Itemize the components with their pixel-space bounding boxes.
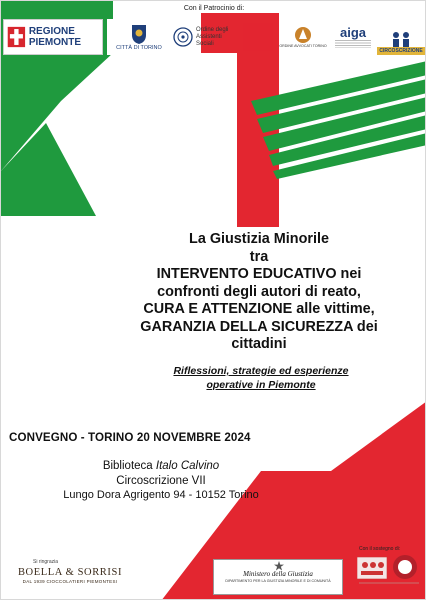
- title-line-7: cittadini: [231, 336, 287, 352]
- thanks-label: Si ringrazia: [33, 559, 59, 565]
- sponsor-logo: [9, 567, 131, 584]
- subtitle-line-2: operative in Piemonte: [206, 378, 316, 391]
- torino-crest-icon: [130, 23, 148, 45]
- subtitle-line-1: Riflessioni, strategie ed esperienze: [173, 365, 349, 377]
- title-line-4: confronti degli autori di reato,: [157, 283, 361, 300]
- venue-prefix: Biblioteca: [102, 460, 153, 472]
- citta-name: CITTÀ DI TORINO: [116, 44, 162, 51]
- ministry-title: Ministero della Giustizia: [243, 570, 313, 578]
- ordine-line-2: Assistenti: [196, 33, 222, 40]
- regione-shield-icon: [7, 22, 26, 52]
- ministry-department: DIPARTIMENTO PER LA GIUSTIZIA MINORILE E DI COMUNITÀ: [225, 579, 331, 583]
- conference-subtitle: [101, 365, 421, 392]
- support-label: Con il sostegno di:: [359, 546, 401, 552]
- sponsor-name: BOELLA & SORRISI: [17, 567, 123, 578]
- circoscrizione-name: CIRCOSCRIZIONE: [379, 48, 423, 54]
- ordine-line-1: Ordine degli: [196, 26, 229, 33]
- venue-district: Circoscrizione VII: [116, 474, 206, 487]
- republic-star-icon: [274, 561, 284, 571]
- venue-name: Italo Calvino: [155, 460, 220, 472]
- venue-address: Lungo Dora Agrigento 94 - 10152 Torino: [63, 489, 259, 501]
- avvocati-emblem-icon: [294, 26, 312, 44]
- circoscrizione-figures-icon: [390, 31, 412, 47]
- ministry-logo: [213, 559, 343, 595]
- venue-line: [41, 459, 281, 474]
- supporter-logo-1: [357, 557, 387, 579]
- conference-title: [97, 231, 421, 354]
- ordine-avvocati-logo: [277, 19, 329, 55]
- aiga-name: aiga: [339, 24, 366, 40]
- ordine-assistenti-logo: [173, 21, 237, 53]
- title-line-1: La Giustizia Minorile: [189, 231, 329, 247]
- avvocati-name: ORDINE AVVOCATI TORINO: [279, 44, 327, 48]
- title-line-3: INTERVENTO EDUCATIVO nei: [156, 266, 362, 282]
- red-strip-logo-area: [243, 23, 273, 51]
- title-line-2: tra: [249, 248, 269, 265]
- circoscrizione-logo: [377, 17, 425, 55]
- regione-piemonte-logo: [3, 19, 103, 55]
- ordine-circle-icon: [173, 27, 193, 47]
- supporter-logos: [357, 553, 421, 589]
- patron-logo-bar: [1, 15, 426, 59]
- title-line-6: GARANZIA DELLA SICUREZZA dei: [140, 318, 378, 335]
- venue-info: [41, 459, 281, 503]
- patrocinio-label: Con il Patrocinio di:: [183, 5, 245, 12]
- aiga-logo: [331, 17, 375, 55]
- citta-torino-logo: [107, 19, 171, 55]
- event-date-heading: CONVEGNO - TORINO 20 NOVEMBRE 2024: [9, 431, 251, 444]
- ordine-text: [196, 27, 228, 48]
- title-line-5: CURA E ATTENZIONE alle vittime,: [143, 301, 375, 317]
- regione-name: REGIONE PIEMONTE: [28, 26, 82, 48]
- aiga-subtext: [335, 40, 371, 48]
- ordine-line-3: Sociali: [196, 40, 214, 47]
- sponsor-subtitle: DAL 1939 CIOCCOLATIERI PIEMONTESI: [22, 579, 118, 584]
